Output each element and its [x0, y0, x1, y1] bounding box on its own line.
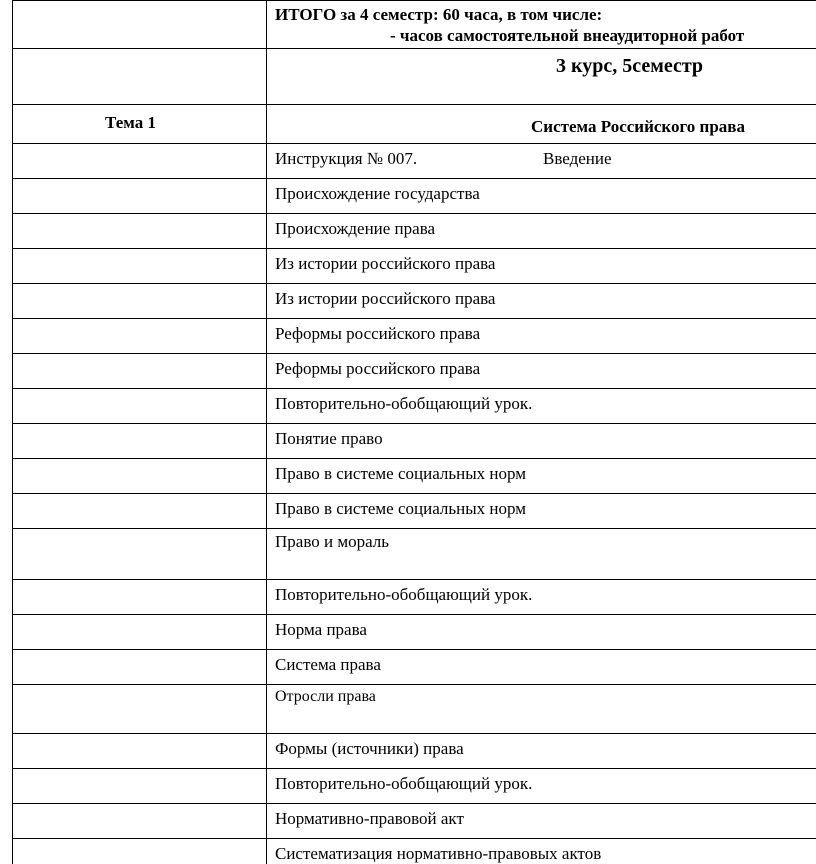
table-row — [13, 769, 816, 804]
lesson-left-cell — [13, 734, 267, 769]
table-row — [13, 389, 816, 424]
lesson-left-cell — [13, 839, 267, 864]
table-row — [13, 354, 816, 389]
lesson-left-cell — [13, 804, 267, 839]
lesson-cell — [267, 494, 816, 529]
lesson-title: Нормативно-правовой акт — [275, 809, 464, 828]
lesson-left-cell — [13, 580, 267, 615]
topic-title: Система Российского права — [531, 117, 745, 136]
table-row — [13, 284, 816, 319]
table-row — [13, 319, 816, 354]
table-row — [13, 734, 816, 769]
lesson-cell — [267, 804, 816, 839]
instruction-row — [13, 144, 816, 179]
course-semester-heading: 3 курс, 5семестр — [556, 55, 704, 77]
lesson-left-cell — [13, 459, 267, 494]
table-row — [13, 839, 816, 864]
course-row — [13, 49, 816, 105]
lesson-cell — [267, 839, 816, 864]
lesson-cell — [267, 459, 816, 494]
topic-title-cell — [267, 105, 816, 144]
table-row — [13, 459, 816, 494]
lesson-left-cell — [13, 179, 267, 214]
table-row — [13, 424, 816, 459]
lesson-title: Право в системе социальных норм — [275, 499, 527, 518]
lesson-cell — [267, 580, 816, 615]
instruction-number: Инструкция № 007. — [275, 149, 418, 168]
instruction-cell — [267, 144, 816, 179]
table-row — [13, 214, 816, 249]
lesson-left-cell — [13, 769, 267, 804]
lesson-title: Понятие право — [275, 429, 383, 448]
lesson-cell — [267, 179, 816, 214]
lesson-cell — [267, 650, 816, 685]
table-row — [13, 494, 816, 529]
lesson-left-cell — [13, 650, 267, 685]
lesson-left-cell — [13, 615, 267, 650]
course-left-cell — [13, 49, 267, 105]
lesson-left-cell — [13, 389, 267, 424]
lesson-cell — [267, 615, 816, 650]
lesson-left-cell — [13, 685, 267, 734]
introduction-label: Введение — [543, 149, 612, 168]
lesson-title: Происхождение государства — [275, 184, 480, 203]
table-row — [13, 650, 816, 685]
lesson-title: Повторительно-обобщающий урок. — [275, 774, 533, 793]
lesson-cell — [267, 685, 816, 734]
lesson-left-cell — [13, 214, 267, 249]
lesson-title: Повторительно-обобщающий урок. — [275, 394, 533, 413]
lesson-left-cell — [13, 424, 267, 459]
curriculum-table — [12, 0, 816, 864]
lesson-cell — [267, 214, 816, 249]
summary-cell — [267, 1, 816, 49]
lesson-title: Реформы российского права — [275, 359, 481, 378]
lesson-title: Норма права — [275, 620, 367, 639]
lesson-title: Происхождение права — [275, 219, 436, 238]
lesson-cell — [267, 424, 816, 459]
lesson-title: Право в системе социальных норм — [275, 464, 527, 483]
lesson-title: Отросли права — [275, 688, 376, 705]
summary-left-cell — [13, 1, 267, 49]
lesson-title: Из истории российского права — [275, 289, 496, 308]
topic-row — [13, 105, 816, 144]
summary-total-hours: ИТОГО за 4 семестр: 60 часа, в том числе: — [275, 5, 603, 24]
table-row — [13, 179, 816, 214]
table-row — [13, 249, 816, 284]
table-row — [13, 804, 816, 839]
lesson-left-cell — [13, 494, 267, 529]
topic-label-cell — [13, 105, 267, 144]
lesson-left-cell — [13, 284, 267, 319]
lesson-left-cell — [13, 319, 267, 354]
lesson-cell — [267, 769, 816, 804]
lesson-left-cell — [13, 249, 267, 284]
lesson-cell — [267, 249, 816, 284]
lesson-title: Повторительно-обобщающий урок. — [275, 585, 533, 604]
lesson-title: Система права — [275, 655, 381, 674]
lesson-cell — [267, 354, 816, 389]
course-cell — [267, 49, 816, 105]
table-row — [13, 580, 816, 615]
table-row — [13, 615, 816, 650]
lesson-title: Из истории российского права — [275, 254, 496, 273]
topic-label: Тема 1 — [105, 113, 156, 132]
lesson-cell — [267, 734, 816, 769]
lesson-left-cell — [13, 144, 267, 179]
lesson-cell — [267, 319, 816, 354]
lesson-title: Реформы российского права — [275, 324, 481, 343]
lesson-title: Систематизация нормативно-правовых актов — [275, 844, 602, 863]
table-row — [13, 685, 816, 734]
lesson-left-cell — [13, 529, 267, 580]
lesson-cell — [267, 529, 816, 580]
summary-independent-hours: - часов самостоятельной внеаудиторной работ — [390, 26, 745, 45]
summary-row — [13, 1, 816, 49]
lesson-left-cell — [13, 354, 267, 389]
lesson-cell — [267, 284, 816, 319]
table-row — [13, 529, 816, 580]
lesson-title: Право и мораль — [275, 532, 390, 551]
lesson-cell — [267, 389, 816, 424]
lesson-title: Формы (источники) права — [275, 739, 464, 758]
